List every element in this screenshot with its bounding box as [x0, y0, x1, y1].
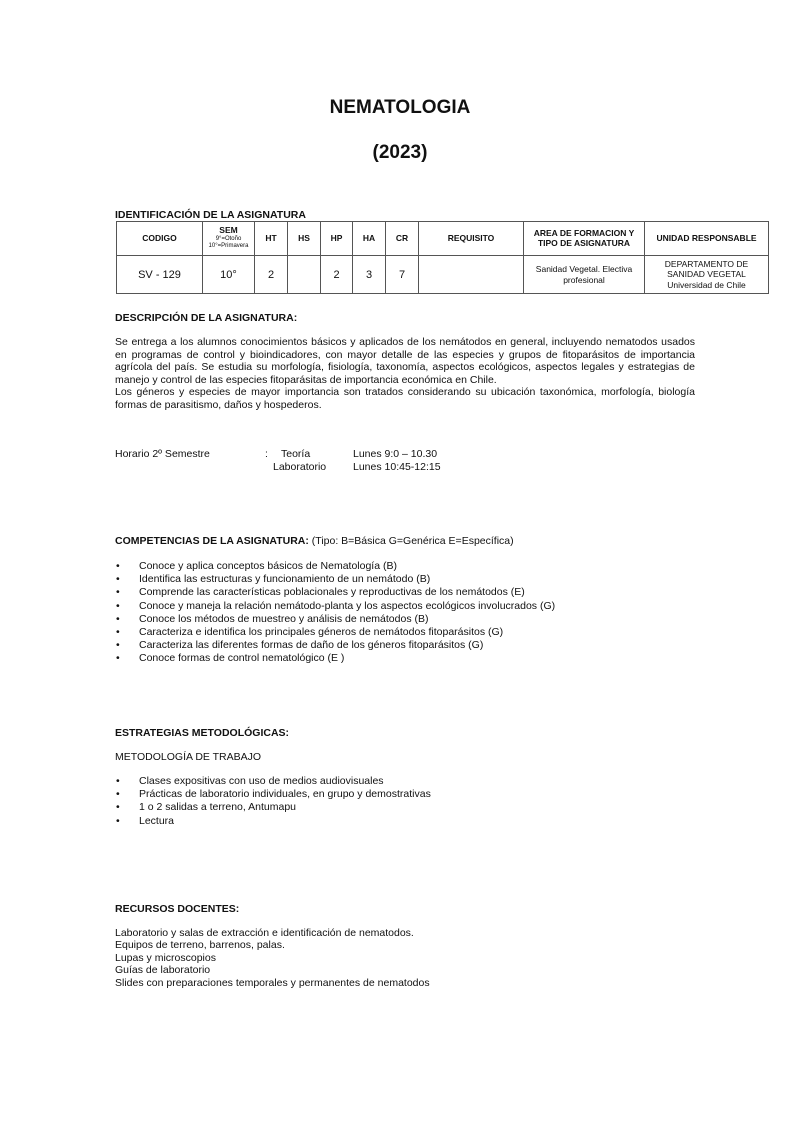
list-item [115, 788, 431, 801]
list-item [115, 801, 431, 814]
list-item-text: Prácticas de laboratorio individuales, en grupo y demostrativas [139, 788, 431, 801]
header-requisito: REQUISITO [419, 222, 524, 256]
header-hp: HP [321, 222, 353, 256]
cell-unidad-line1: DEPARTAMENTO DE SANIDAD VEGETAL [664, 258, 749, 280]
list-item-text: Lectura [139, 814, 175, 827]
bullet-icon: • [116, 801, 120, 814]
table-header-row [117, 222, 769, 256]
cell-unidad-line2: Universidad de Chile [667, 279, 746, 290]
recursos-list [115, 927, 430, 989]
list-item [115, 652, 555, 665]
bullet-icon: • [116, 612, 120, 625]
header-sem-sub2: 10°=Primavera [208, 243, 249, 250]
recursos-line: Laboratorio y salas de extracción e identificación de nematodos. [115, 927, 414, 939]
list-item [115, 600, 555, 613]
bullet-icon: • [116, 652, 120, 665]
bullet-icon: • [116, 573, 120, 586]
horario-label: Horario 2º Semestre [115, 448, 210, 460]
header-cr: CR [386, 222, 419, 256]
cell-ha: 3 [353, 256, 386, 294]
list-item [115, 586, 555, 599]
list-item-text: Conoce y aplica conceptos básicos de Nematología (B) [139, 560, 397, 572]
cell-unidad [645, 256, 769, 294]
header-sem [203, 222, 255, 256]
metodologia-subheading: METODOLOGÍA DE TRABAJO [115, 751, 262, 763]
bullet-icon: • [116, 788, 120, 801]
list-item-text: Caracteriza e identifica los principales géneros de nemátodos fitoparásitos (G) [139, 625, 504, 638]
bullet-icon: • [116, 814, 120, 827]
bullet-icon: • [116, 639, 120, 652]
header-hs: HS [288, 222, 321, 256]
cell-codigo: SV - 129 [117, 256, 203, 294]
bullet-icon: • [116, 560, 120, 572]
cell-hp: 2 [321, 256, 353, 294]
list-item [115, 639, 555, 652]
cell-cr: 7 [386, 256, 419, 294]
horario-colon: : [265, 448, 268, 460]
competencias-heading-label: COMPETENCIAS DE LA ASIGNATURA: [115, 535, 309, 547]
header-ha: HA [353, 222, 386, 256]
header-ht: HT [255, 222, 288, 256]
descripcion-heading: DESCRIPCIÓN DE LA ASIGNATURA: [115, 312, 298, 324]
cell-hs [288, 256, 321, 294]
cell-area: Sanidad Vegetal. Electiva profesional [524, 256, 645, 294]
descripcion-paragraph-1: Se entrega a los alumnos conocimientos básicos y aplicados de los nemátodos en general, incluyendo nematodos usados en programas de control y bioindicadores, con mayor detalle de las especies y grupos de fitoparásitos de importancia agrícola del país. Se estudia su morfología, fisiología, taxonomía, aspectos ecológicos, aspectos legales y estrategias de manejo y control de las especies fitoparásitas de importancia económica en Chile. [115, 336, 695, 386]
recursos-line: Equipos de terreno, barrenos, palas. [115, 939, 285, 952]
header-codigo: CODIGO [117, 222, 203, 256]
list-item [115, 626, 555, 639]
list-item-text: Conoce los métodos de muestreo y análisis de nemátodos (B) [139, 612, 429, 625]
list-item [115, 613, 555, 626]
header-sem-label: SEM [219, 225, 238, 236]
bullet-icon: • [116, 599, 120, 612]
descripcion-paragraph-2: Los géneros y especies de mayor importancia son tratados considerando su ubicación taxonómica, morfología, biología formas de parasitismo, daños y hospederos. [115, 386, 695, 411]
identificacion-heading: IDENTIFICACIÓN DE LA ASIGNATURA [115, 209, 306, 221]
competencias-list [115, 560, 555, 666]
competencias-type-note: (Tipo: B=Básica G=Genérica E=Específica) [311, 535, 514, 547]
list-item-text: Conoce y maneja la relación nemátodo-planta y los aspectos ecológicos involucrados (G) [139, 599, 556, 612]
header-sem-sub1: 9°=Otoño [215, 236, 242, 243]
recursos-line: Lupas y microscopios [115, 951, 216, 964]
horario-lab-label: Laboratorio [273, 461, 327, 473]
cell-sem: 10° [203, 256, 255, 294]
list-item [115, 775, 431, 788]
horario-teoria-time: Lunes 9:0 – 10.30 [353, 448, 438, 460]
document-year: (2023) [372, 142, 428, 163]
list-item [115, 815, 431, 828]
recursos-line: Guías de laboratorio [115, 964, 211, 977]
bullet-icon: • [116, 625, 120, 638]
list-item-text: Comprende las características poblacionales y reproductivas de los nemátodos (E) [139, 586, 525, 599]
recursos-line: Slides con preparaciones temporales y permanentes de nematodos [115, 976, 430, 989]
bullet-icon: • [116, 586, 120, 599]
list-item-text: Clases expositivas con uso de medios audiovisuales [139, 775, 384, 787]
recursos-heading: RECURSOS DOCENTES: [115, 903, 240, 915]
header-area: AREA DE FORMACION Y TIPO DE ASIGNATURA [524, 222, 645, 256]
table-row [117, 256, 769, 294]
estrategias-list [115, 775, 431, 828]
list-item [115, 573, 555, 586]
list-item-text: Caracteriza las diferentes formas de daño de los géneros fitoparásitos (G) [139, 639, 484, 652]
bullet-icon: • [116, 775, 120, 787]
list-item-text: Conoce formas de control nematológico (E ) [139, 652, 345, 665]
list-item [115, 560, 555, 573]
list-item-text: 1 o 2 salidas a terreno, Antumapu [139, 801, 297, 814]
estrategias-heading: ESTRATEGIAS METODOLÓGICAS: [115, 727, 290, 739]
cell-requisito [419, 256, 524, 294]
competencias-heading [115, 535, 514, 547]
identificacion-table [116, 221, 769, 294]
horario-lab-time: Lunes 10:45-12:15 [353, 461, 441, 473]
document-title: NEMATOLOGIA [329, 97, 471, 118]
list-item-text: Identifica las estructuras y funcionamiento de un nemátodo (B) [139, 573, 431, 586]
cell-ht: 2 [255, 256, 288, 294]
horario-teoria-label: Teoría [281, 448, 311, 460]
header-unidad: UNIDAD RESPONSABLE [645, 222, 769, 256]
